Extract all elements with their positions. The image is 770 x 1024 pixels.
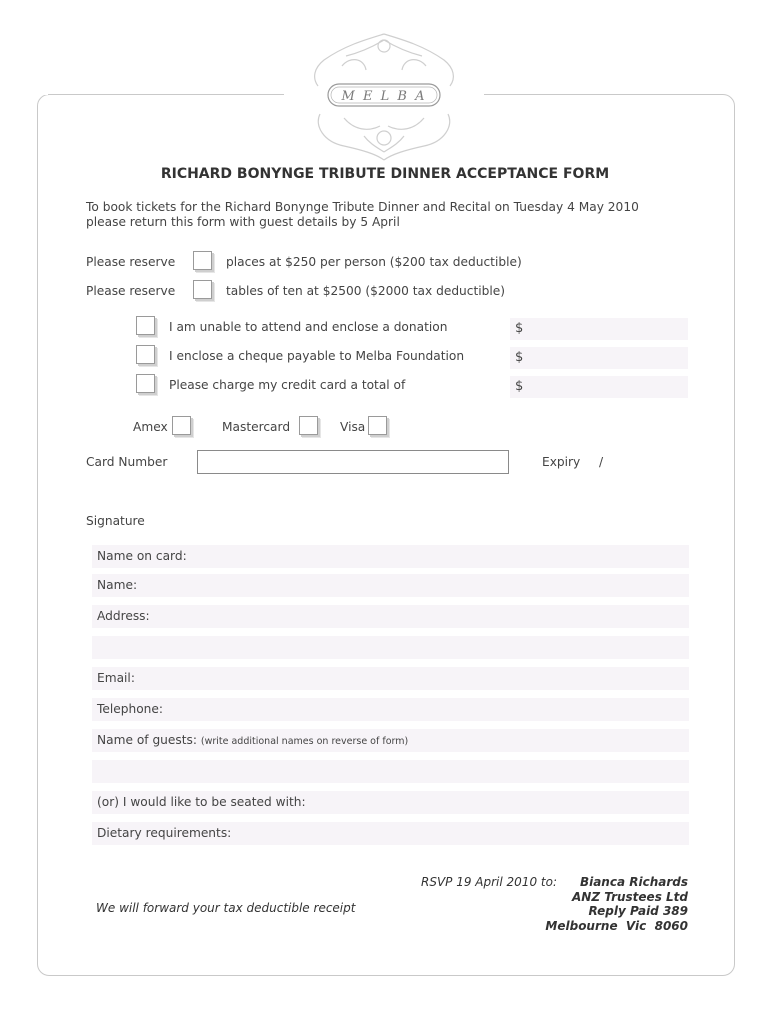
mastercard-label: Mastercard [222, 420, 291, 434]
form-title: RICHARD BONYNGE TRIBUTE DINNER ACCEPTANCE FORM [160, 166, 610, 182]
signature-label: Signature [86, 514, 145, 528]
cheque-checkbox[interactable] [136, 345, 155, 364]
credit-card-checkbox[interactable] [136, 374, 155, 393]
mastercard-checkbox[interactable] [299, 416, 318, 435]
guests-field-line-2[interactable] [92, 760, 689, 783]
name-on-card-label: Name on card: [97, 549, 187, 563]
intro-line-1: To book tickets for the Richard Bonynge Tribute Dinner and Recital on Tuesday 4 May 2010 [86, 200, 639, 214]
email-field[interactable] [92, 667, 689, 690]
guests-label [97, 733, 408, 747]
seated-with-label: (or) I would like to be seated with: [97, 795, 306, 809]
telephone-label: Telephone: [97, 702, 163, 716]
name-on-card-field[interactable] [92, 545, 689, 568]
cheque-label: I enclose a cheque payable to Melba Foundation [169, 349, 465, 363]
donation-amount-field[interactable] [510, 318, 688, 340]
amex-checkbox[interactable] [172, 416, 191, 435]
reserve-tables-text: tables of ten at $2500 ($2000 tax deductible) [226, 284, 506, 298]
seated-with-field[interactable] [92, 791, 689, 814]
rsvp-address-line-1: Bianca Richards [579, 875, 688, 889]
credit-card-amount-field[interactable] [510, 376, 688, 398]
visa-label: Visa [340, 420, 366, 434]
telephone-field[interactable] [92, 698, 689, 721]
intro-line-2: please return this form with guest details by 5 April [86, 215, 400, 229]
melba-logo [284, 26, 484, 162]
rsvp-address-line-3: Reply Paid 389 [588, 904, 688, 918]
guests-label-text: Name of guests: [97, 733, 197, 747]
receipt-note: We will forward your tax deductible receipt [96, 901, 356, 915]
card-number-input[interactable] [197, 450, 509, 474]
dollar-sign: $ [515, 350, 524, 365]
name-field[interactable] [92, 574, 689, 597]
reserve-tables-label: Please reserve [86, 284, 176, 298]
cheque-amount-field[interactable] [510, 347, 688, 369]
dietary-field[interactable] [92, 822, 689, 845]
card-number-label: Card Number [86, 455, 168, 469]
expiry-separator: / [599, 455, 604, 469]
expiry-label: Expiry [542, 455, 581, 469]
address-label: Address: [97, 609, 150, 623]
places-checkbox[interactable] [193, 251, 212, 270]
reserve-places-text: places at $250 per person ($200 tax deductible) [226, 255, 522, 269]
intro-text [86, 200, 639, 230]
credit-card-label: Please charge my credit card a total of [169, 378, 406, 392]
rsvp-address-line-2: ANZ Trustees Ltd [572, 889, 688, 904]
rsvp-address [540, 875, 688, 933]
donation-label: I am unable to attend and enclose a donation [169, 320, 448, 334]
guests-note: (write additional names on reverse of form) [200, 736, 409, 747]
email-label: Email: [97, 671, 135, 685]
address-field[interactable] [92, 605, 689, 628]
dollar-sign: $ [515, 379, 524, 394]
tables-checkbox[interactable] [193, 280, 212, 299]
donation-checkbox[interactable] [136, 316, 155, 335]
rsvp-address-line-4: Melbourne Vic 8060 [545, 918, 688, 933]
dietary-label: Dietary requirements: [97, 826, 232, 840]
amex-label: Amex [133, 420, 168, 434]
address-field-line-2[interactable] [92, 636, 689, 659]
name-label: Name: [97, 578, 138, 592]
melba-ornament-icon [284, 26, 484, 162]
visa-checkbox[interactable] [368, 416, 387, 435]
reserve-places-label: Please reserve [86, 255, 176, 269]
guests-field[interactable] [92, 729, 689, 752]
logo-wordmark: M E L B A [341, 89, 427, 104]
rsvp-label: RSVP 19 April 2010 to: [421, 875, 557, 889]
dollar-sign: $ [515, 321, 524, 336]
